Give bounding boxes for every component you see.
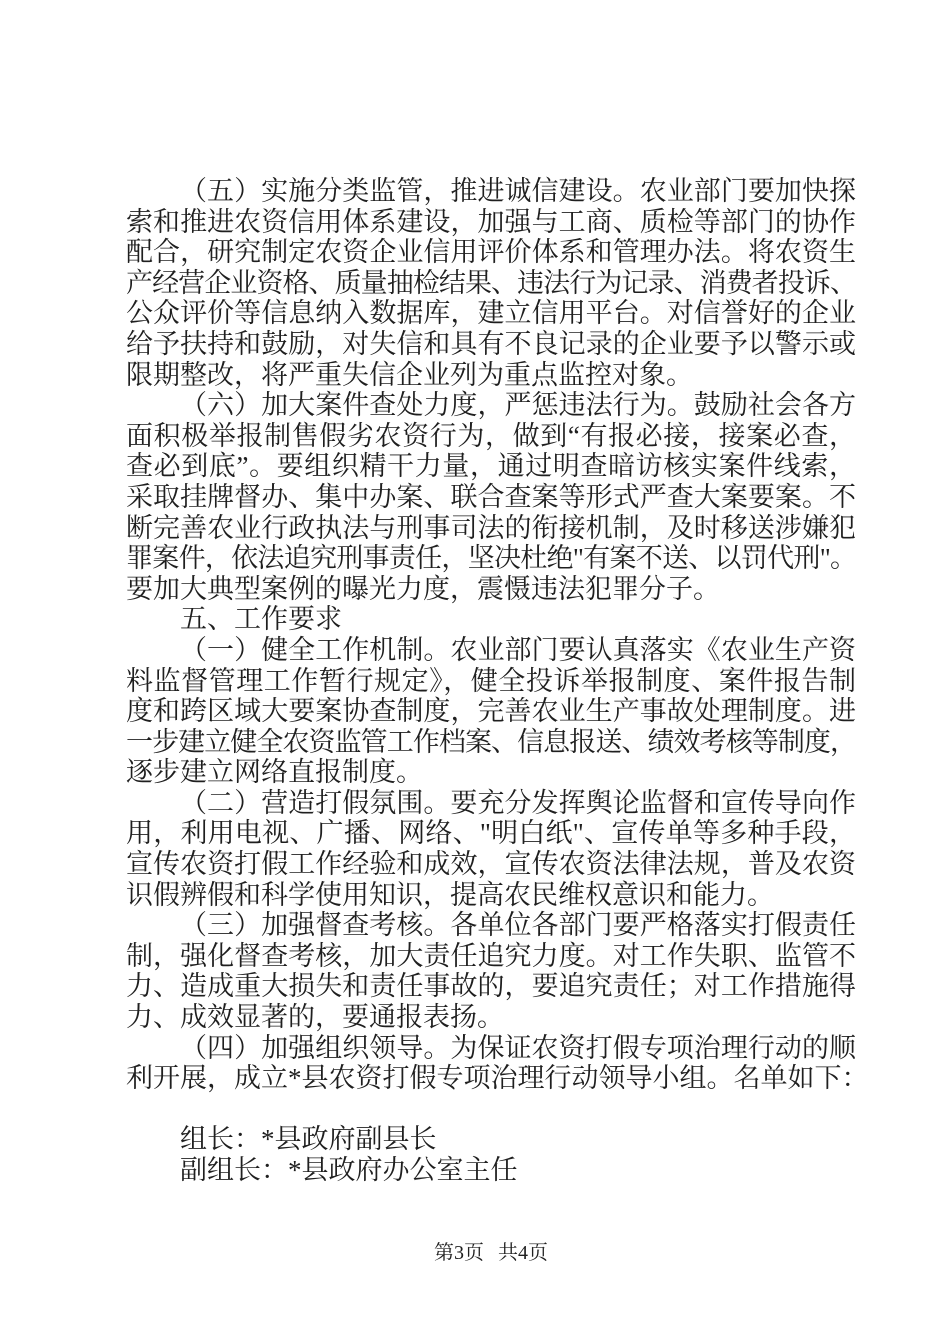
text-line: 度和跨区域大要案协查制度，完善农业生产事故处理制度。进	[126, 696, 856, 727]
text-line: 识假辨假和科学使用知识，提高农民维权意识和能力。	[126, 879, 774, 910]
text-line: 制，强化督查考核，加大责任追究力度。对工作失职、监管不	[126, 940, 856, 971]
text-line: 一步建立健全农资监管工作档案、信息报送、绩效考核等制度，	[126, 726, 856, 757]
text-line: 公众评价等信息纳入数据库，建立信用平台。对信誉好的企业	[126, 298, 856, 329]
text-line: 组长：*县政府副县长	[180, 1124, 437, 1155]
text-line: 逐步建立网络直报制度。	[126, 757, 423, 788]
text-line: 查必到底”。要组织精干力量，通过明查暗访核实案件线索，	[126, 451, 856, 482]
text-line: 用，利用电视、广播、网络、"明白纸"、宣传单等多种手段，	[126, 818, 856, 849]
text-line: 限期整改，将严重失信企业列为重点监控对象。	[126, 359, 693, 390]
text-line: 断完善农业行政执法与刑事司法的衔接机制，及时移送涉嫌犯	[126, 512, 856, 543]
text-line: 面积极举报制售假劣农资行为，做到“有报必接，接案必查，	[126, 420, 856, 451]
text-line: （三）加强督查考核。各单位各部门要严格落实打假责任	[180, 910, 856, 941]
text-line: 力、造成重大损失和责任事故的，要追究责任；对工作措施得	[126, 971, 856, 1002]
text-line: 五、工作要求	[180, 604, 342, 635]
blank-line	[126, 1094, 856, 1125]
text-line: 配合，研究制定农资企业信用评价体系和管理办法。将农资生	[126, 237, 856, 268]
text-line: （五）实施分类监管，推进诚信建设。农业部门要加快探	[180, 176, 856, 206]
text-line: 利开展，成立*县农资打假专项治理行动领导小组。名单如下：	[126, 1063, 869, 1094]
text-line: 索和推进农资信用体系建设，加强与工商、质检等部门的协作	[126, 206, 856, 237]
text-line: 力、成效显著的，要通报表扬。	[126, 1002, 504, 1033]
text-line: 要加大典型案例的曝光力度，震慑违法犯罪分子。	[126, 573, 720, 604]
text-line: 料监督管理工作暂行规定》，健全投诉举报制度、案件报告制	[126, 665, 856, 696]
text-line: （四）加强组织领导。为保证农资打假专项治理行动的顺	[180, 1032, 856, 1063]
text-line: （六）加大案件查处力度，严惩违法行为。鼓励社会各方	[180, 390, 856, 421]
footer-page-current: 第3页	[434, 1242, 484, 1264]
footer-page-total: 共4页	[498, 1242, 548, 1264]
text-line: 采取挂牌督办、集中办案、联合查案等形式严查大案要案。不	[126, 481, 856, 512]
text-line: （一）健全工作机制。农业部门要认真落实《农业生产资	[180, 634, 856, 665]
text-line: 给予扶持和鼓励，对失信和具有不良记录的企业要予以警示或	[126, 328, 856, 359]
page-footer	[126, 1240, 856, 1266]
text-line: 宣传农资打假工作经验和成效，宣传农资法律法规，普及农资	[126, 849, 856, 880]
text-line: 副组长：*县政府办公室主任	[180, 1155, 518, 1185]
document-lines	[126, 176, 869, 1186]
text-line: 罪案件，依法追究刑事责任，坚决杜绝"有案不送、以罚代刑"。	[126, 543, 856, 574]
text-line: 产经营企业资格、质量抽检结果、违法行为记录、消费者投诉、	[126, 267, 856, 298]
text-line: （二）营造打假氛围。要充分发挥舆论监督和宣传导向作	[180, 787, 856, 818]
